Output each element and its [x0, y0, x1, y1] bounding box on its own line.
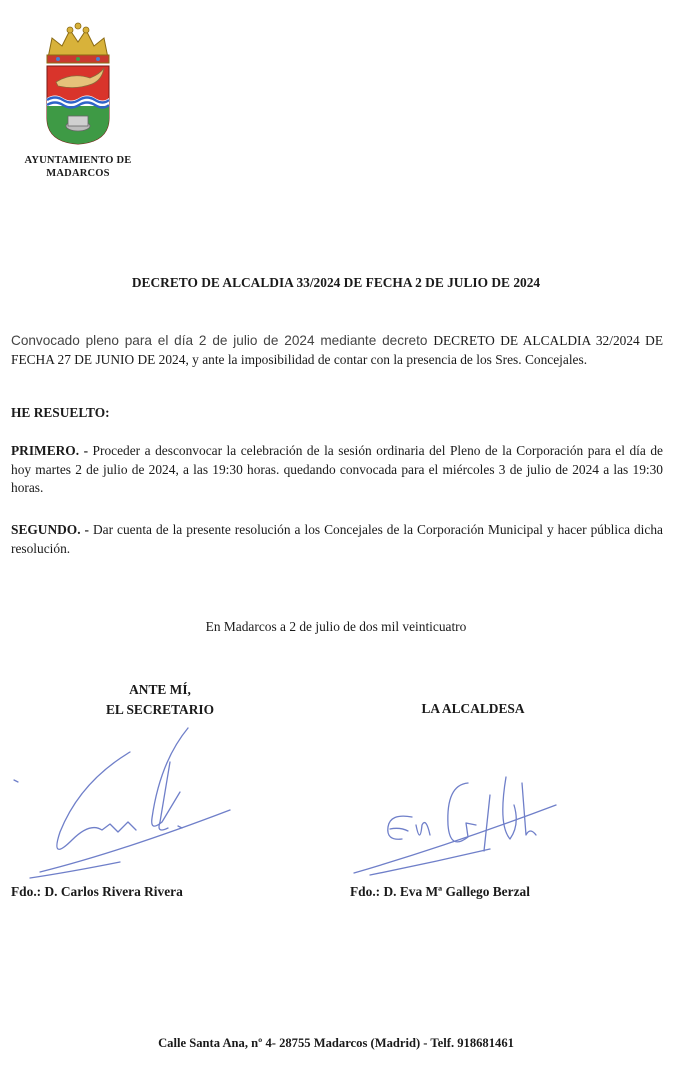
first-label: PRIMERO. - — [11, 443, 89, 458]
decree-title: DECRETO DE ALCALDIA 33/2024 DE FECHA 2 DE JULIO DE 2024 — [131, 275, 541, 290]
intro-part2: DECRETO DE ALCALDIA 32/2024 DE FECHA 27 DE JUNIO DE 2024, y ante la imposibilidad de contar con la presencia de los Sres. Concejales. — [11, 333, 664, 367]
intro-paragraph — [11, 332, 663, 369]
intro-part1: Convocado pleno para el día 2 de julio de 2024 mediante decreto — [11, 333, 434, 348]
place-and-date: En Madarcos a 2 de julio de dos mil veinticuatro — [205, 619, 467, 634]
second-resolution — [11, 521, 663, 558]
mayor-title: LA ALCALDESA — [421, 701, 525, 716]
organization-line2: MADARCOS — [46, 168, 110, 179]
shield-icon — [47, 66, 109, 144]
mayor-signature — [350, 765, 570, 885]
crown-icon — [47, 23, 109, 63]
second-label: SEGUNDO. - — [11, 522, 90, 537]
second-text: Dar cuenta de la presente resolución a los Concejales de la Corporación Municipal y hacer pública dicha resolución. — [11, 522, 663, 556]
first-text: Proceder a desconvocar la celebración de la sesión ordinaria del Pleno de la Corporación para el día de hoy martes 2 de julio de 2024, a las 19:30 horas. quedando convocada para el miércoles 3 de julio de 2024 a las 19:30 horas. — [11, 443, 663, 495]
coat-of-arms-logo — [42, 22, 114, 146]
secretary-title — [70, 680, 250, 720]
mayor-name: Fdo.: D. Eva Mª Gallego Berzal — [350, 884, 530, 899]
secretary-title-line1: ANTE MÍ, — [129, 682, 191, 697]
resolved-heading: HE RESUELTO: — [11, 405, 110, 420]
footer-address: Calle Santa Ana, nº 4- 28755 Madarcos (Madrid) - Telf. 918681461 — [158, 1036, 514, 1050]
secretary-title-line2: EL SECRETARIO — [105, 702, 215, 717]
organization-line1: AYUNTAMIENTO DE — [24, 155, 132, 166]
first-resolution — [11, 442, 663, 498]
secretary-name: Fdo.: D. Carlos Rivera Rivera — [11, 884, 183, 899]
secretary-signature — [10, 722, 240, 882]
organization-name — [8, 154, 148, 180]
